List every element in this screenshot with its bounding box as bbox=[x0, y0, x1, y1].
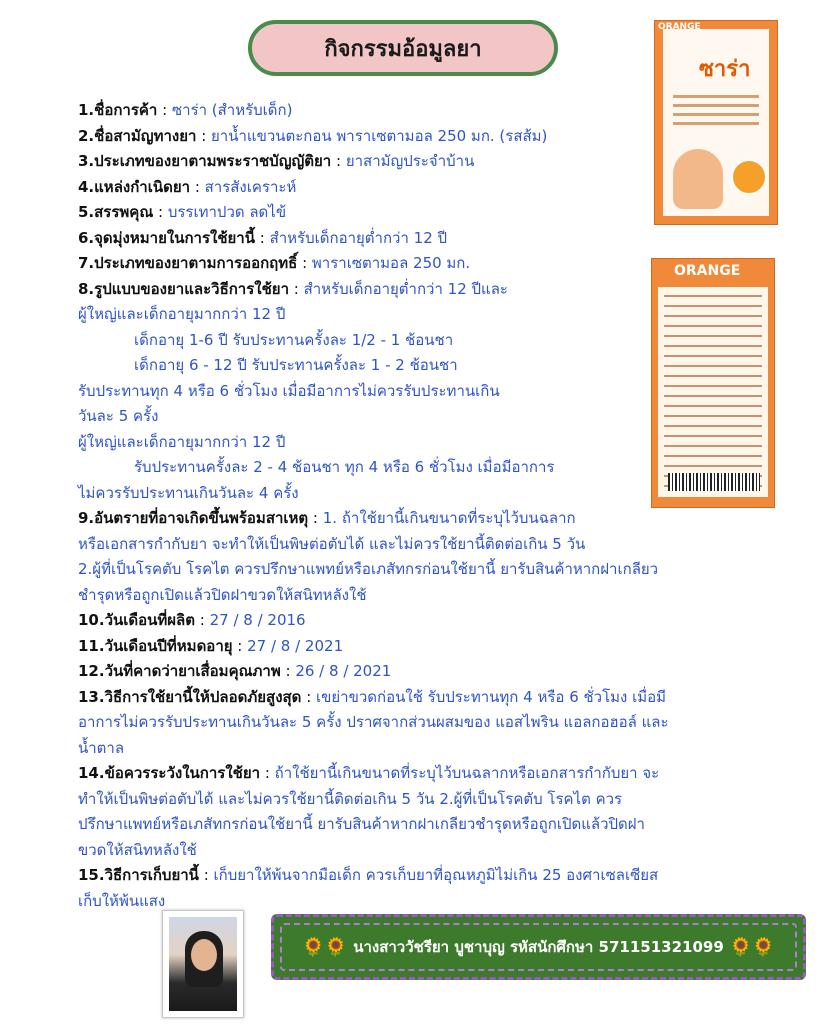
item-label: 14.ข้อควรระวังในการใช้ยา bbox=[78, 764, 261, 782]
dosage-line: เด็กอายุ 6 - 12 ปี รับประทานครั้งละ 1 - 2 ช้อนชา bbox=[134, 356, 458, 374]
item-label: 4.แหล่งกำเนิดยา bbox=[78, 177, 191, 196]
safe-use-line: อาการไม่ควรรับประทานเกินวันละ 5 ครั้ง ปราศจากส่วนผสมของ แอสไพริน แอลกอฮอล์ และ bbox=[78, 713, 669, 731]
student-photo bbox=[162, 910, 244, 1018]
box-tag-text: ORANGE bbox=[658, 22, 701, 32]
title-text: กิจกรรมอ้อมูลยา bbox=[324, 36, 482, 62]
item-value: สารสังเคราะห์ bbox=[204, 177, 297, 196]
student-name-banner bbox=[271, 914, 806, 980]
item-value: 26 / 8 / 2021 bbox=[295, 662, 392, 680]
item-sep: : bbox=[196, 126, 212, 145]
dosage-line: ผู้ใหญ่และเด็กอายุมากกว่า 12 ปี bbox=[78, 432, 286, 451]
item-value: เก็บยาให้พ้นจากมือเด็ก ควรเก็บยาที่อุณหภูมิไม่เกิน 25 องศาเซลเซียส bbox=[213, 866, 659, 884]
sunflower-icon: 🌻🌻 bbox=[302, 936, 348, 958]
banner-content bbox=[302, 935, 774, 959]
item-sep: : bbox=[195, 611, 210, 629]
info-item-safe-use bbox=[78, 685, 667, 711]
item-sep: : bbox=[301, 687, 317, 706]
item-label: 2.ชื่อสามัญทางยา bbox=[78, 126, 197, 145]
item-value: พาราเซตามอล 250 มก. bbox=[311, 254, 471, 272]
item-value: ซาร่า (สำหรับเด็ก) bbox=[171, 101, 293, 119]
medicine-box-front-image bbox=[654, 20, 778, 225]
item-label: 12.วันที่คาดว่ายาเสื่อมคุณภาพ bbox=[78, 662, 281, 680]
item-label: 10.วันเดือนที่ผลิต bbox=[78, 611, 195, 629]
info-item-hazards bbox=[78, 506, 658, 532]
item-sep: : bbox=[297, 254, 312, 272]
item-label: 11.วันเดือนปีที่หมดอายุ bbox=[78, 636, 233, 655]
item-sep: : bbox=[308, 509, 323, 527]
storage-line: เก็บให้พ้นแสง bbox=[78, 891, 166, 910]
item-sep: : bbox=[260, 764, 275, 782]
dosage-line: รับประทานครั้งละ 2 - 4 ช้อนชา ทุก 4 หรือ 6 ชั่วโมง เมื่อมีอาการ bbox=[134, 458, 555, 476]
dosage-line: ผู้ใหญ่และเด็กอายุมากกว่า 12 ปี bbox=[78, 305, 286, 323]
box-text-lines bbox=[663, 89, 769, 131]
hazard-line: หรือเอกสารกำกับยา จะทำให้เป็นพิษต่อตับได้ และไม่ควรใช้ยานี้ติดต่อเกิน 5 วัน bbox=[78, 534, 586, 553]
portrait-image bbox=[169, 917, 237, 1011]
item-value: ถ้าใช้ยานี้เกินขนาดที่ระบุไว้บนฉลากหรือเอกสารกำกับยา จะ bbox=[274, 764, 660, 782]
item-value: สำหรับเด็กอายุต่ำกว่า 12 ปีและ bbox=[303, 279, 508, 298]
safe-use-line: น้ำตาล bbox=[78, 738, 125, 757]
item-value: 1. ถ้าใช้ยานี้เกินขนาดที่ระบุไว้บนฉลาก bbox=[322, 509, 576, 527]
info-item-expiry-date bbox=[78, 634, 658, 660]
dosage-line: วันละ 5 ครั้ง bbox=[78, 407, 159, 425]
child-illustration bbox=[673, 149, 723, 209]
page-title bbox=[248, 20, 558, 76]
item-label: 9.อันตรายที่อาจเกิดขึ้นพร้อมสาเหตุ bbox=[78, 509, 309, 527]
item-value: 27 / 8 / 2016 bbox=[209, 611, 306, 629]
item-label: 7.ประเภทของยาตามการออกฤทธิ์ bbox=[78, 254, 298, 272]
dosage-line: ไม่ควรรับประทานเกินวันละ 4 ครั้ง bbox=[78, 483, 299, 502]
item-label: 8.รูปแบบของยาและวิธีการใช้ยา bbox=[78, 279, 289, 298]
box-brand-text: ซาร่า bbox=[699, 57, 751, 82]
item-sep: : bbox=[198, 866, 214, 884]
item-label: 15.วิธีการเก็บยานี้ bbox=[78, 866, 199, 884]
medicine-box-back-image bbox=[651, 258, 775, 508]
item-label: 1.ชื่อการค้า bbox=[78, 101, 158, 119]
info-item-generic-name bbox=[78, 124, 658, 150]
item-value: 27 / 8 / 2021 bbox=[247, 636, 344, 655]
hazard-line: 2.ผู้ที่เป็นโรคตับ โรคไต ควรปรึกษาแพทย์หรือเภสัทกรก่อนใช้ยานี้ ยารับสินค้าหากฝาเกลียว bbox=[78, 560, 659, 578]
item-label: 6.จุดมุ่งหมายในการใช้ยานี้ bbox=[78, 228, 255, 247]
item-sep: : bbox=[280, 662, 296, 680]
box-front-panel bbox=[663, 29, 769, 216]
info-item-storage bbox=[78, 863, 658, 889]
item-label: 13.วิธีการใช้ยานี้ให้ปลอดภัยสูงสุด bbox=[78, 687, 302, 706]
info-item-legal-type bbox=[78, 149, 658, 175]
precaution-line: ทำให้เป็นพิษต่อตับได้ และไม่ควรใช้ยานี้ติดต่อเกิน 5 วัน 2.ผู้ที่เป็นโรคตับ โรคไต ควร bbox=[78, 789, 623, 808]
info-item-origin bbox=[78, 175, 658, 201]
item-sep: : bbox=[232, 636, 248, 655]
box-back-panel bbox=[658, 287, 768, 497]
barcode-icon bbox=[668, 473, 760, 491]
item-value: สำหรับเด็กอายุต่ำกว่า 12 ปี bbox=[269, 228, 448, 247]
item-sep: : bbox=[157, 101, 172, 119]
student-name-text: นางสาววัชรียา บูชาบุญ รหัสนักศึกษา 571151321099 bbox=[353, 938, 724, 956]
info-item-purpose bbox=[78, 226, 658, 252]
item-sep: : bbox=[289, 279, 304, 298]
item-sep: : bbox=[254, 228, 270, 247]
info-item-indication bbox=[78, 200, 658, 226]
orange-fruit-icon bbox=[731, 159, 767, 195]
item-value: ยาสามัญประจำบ้าน bbox=[345, 152, 475, 170]
info-item-precautions bbox=[78, 761, 658, 787]
portrait-face bbox=[191, 939, 217, 971]
dosage-line: รับประทานทุก 4 หรือ 6 ชั่วโมง เมื่อมีอาการไม่ควรรับประทานเกิน bbox=[78, 381, 500, 400]
drug-info-list bbox=[78, 98, 669, 914]
item-label: 3.ประเภทของยาตามพระราชบัญญัติยา bbox=[78, 152, 332, 170]
hazard-line: ชำรุดหรือถูกเปิดแล้วปิดฝาขวดให้สนิทหลังใช้ bbox=[78, 585, 367, 604]
precaution-line: ขวดให้สนิทหลังใช้ bbox=[78, 840, 197, 859]
info-item-manufacture-date bbox=[78, 608, 658, 634]
precaution-line: ปรึกษาแพทย์หรือเภสัทกรก่อนใช้ยานี้ ยารับสินค้าหากฝาเกลียวชำรุดหรือถูกเปิดแล้วปิดฝา bbox=[78, 815, 645, 833]
item-value: ยาน้ำแขวนตะกอน พาราเซตามอล 250 มก. (รสส้ม) bbox=[211, 126, 548, 145]
item-sep: : bbox=[153, 203, 168, 221]
info-item-action-type bbox=[78, 251, 658, 277]
item-label: 5.สรรพคุณ bbox=[78, 203, 154, 221]
info-item-degrade-date bbox=[78, 659, 658, 685]
item-sep: : bbox=[190, 177, 205, 196]
item-value: บรรเทาปวด ลดไข้ bbox=[167, 203, 287, 221]
dosage-line: เด็กอายุ 1-6 ปี รับประทานครั้งละ 1/2 - 1 ช้อนชา bbox=[134, 330, 454, 349]
info-item-dosage-form bbox=[78, 277, 658, 303]
sunflower-icon: 🌻🌻 bbox=[729, 936, 775, 958]
item-value: เขย่าขวดก่อนใช้ รับประทานทุก 4 หรือ 6 ชั่วโมง เมื่อมี bbox=[316, 687, 667, 706]
item-sep: : bbox=[331, 152, 346, 170]
box-back-text-lines bbox=[658, 295, 768, 487]
box-back-brand-text: ORANGE bbox=[674, 263, 741, 279]
info-item-trade-name bbox=[78, 98, 658, 124]
